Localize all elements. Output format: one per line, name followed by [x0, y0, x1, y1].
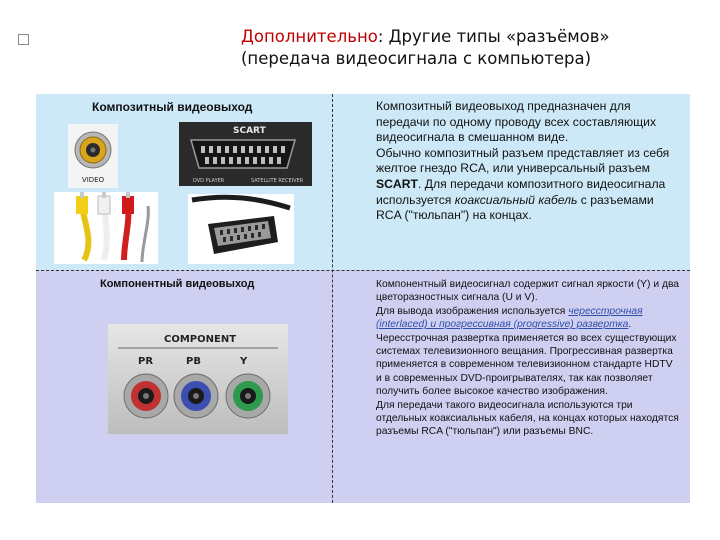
composite-para1: Композитный видеовыход предназначен для передачи по одному проводу всех составляющих видеосигнала в смешанном виде.: [376, 99, 657, 145]
component-para2-a: Для вывода изображения используется: [376, 305, 569, 317]
title-rest-line1: : Другие типы «разъёмов»: [377, 27, 610, 46]
scart-panel-photo: [179, 122, 312, 186]
composite-label: Композитный видеовыход: [92, 100, 253, 114]
composite-para2-c: с разъемами RCA ("тюльпан") на концах.: [376, 192, 654, 223]
component-label: Компонентный видеовыход: [100, 278, 255, 290]
jack-y-label: Y: [240, 356, 248, 367]
component-para3: Для передачи такого видеосигнала используются три отдельных коаксиальных кабеля, на концах которых находятся разъемы RCA ("тюльпан") или разъемы BNC.: [376, 399, 679, 438]
title-accent: Дополнительно: [241, 27, 378, 46]
composite-para2: [376, 146, 676, 224]
jack-pb-label: PB: [186, 356, 201, 367]
row-divider: [36, 270, 690, 271]
component-para2: [376, 305, 681, 399]
composite-para2-a: Обычно композитный разъем представляет из себя желтое гнездо RCA, или универсальный разъем: [376, 145, 670, 176]
component-description: [376, 278, 681, 439]
rca-cable-photo: [54, 192, 158, 264]
composite-para2-italic: коаксиальный кабель: [454, 192, 578, 207]
component-panel-title: COMPONENT: [164, 334, 237, 345]
dvd-label: DVD PLAYER: [193, 178, 225, 184]
video-jack-label: VIDEO: [81, 176, 105, 184]
video-jack-photo: [68, 124, 118, 188]
satellite-label: SATELLITE RECEIVER: [251, 178, 304, 184]
title-line2: (передача видеосигнала с компьютера): [241, 49, 592, 68]
jack-pr-label: PR: [138, 356, 154, 367]
scart-plug-photo: [188, 194, 294, 264]
scart-panel-text: SCART: [233, 126, 266, 136]
content-table: [36, 94, 690, 503]
slide-title: [241, 26, 701, 70]
component-jacks-photo: [108, 324, 288, 434]
component-para1: Компонентный видеосигнал содержит сигнал яркости (Y) и два цветоразностных сигнала (U и V).: [376, 279, 680, 304]
slide-bullet: [18, 34, 29, 45]
column-divider: [332, 94, 333, 503]
interlace-link[interactable]: чересстрочная (interlaced) и прогрессивная (progressive) развертка: [376, 305, 643, 331]
component-para2-b: . Чересстрочная развертка применяется во всех существующих системах телевизионного вещания. Прогрессивная развертка применяется в современном телевизионном стандарте HDTV и в современных DVD-проигрывателях, так как позволяет получить более высокое качество изображения.: [376, 319, 677, 398]
composite-para2-b: . Для передачи композитного видеосигнала используется: [376, 176, 666, 207]
composite-description: [376, 99, 676, 224]
composite-para2-bold: SCART: [376, 176, 418, 191]
